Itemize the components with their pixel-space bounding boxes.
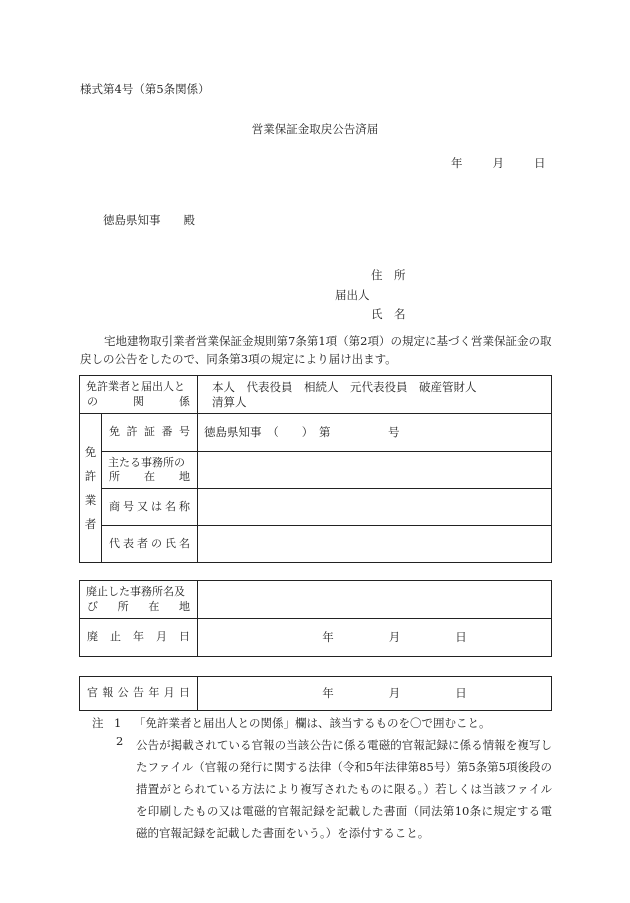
abolished-office-label-line2 <box>86 600 191 614</box>
label-char: 年 <box>148 686 160 700</box>
label-char: 告 <box>132 686 144 700</box>
name-label: 氏 名 <box>371 307 406 321</box>
label-char: 称 <box>179 499 190 513</box>
date-year: 年 <box>322 686 334 701</box>
label-char: 月 <box>156 630 167 644</box>
address-label: 住 所 <box>371 268 406 282</box>
label-char: 表 <box>123 536 134 550</box>
label-char: 月 <box>163 686 175 700</box>
main-office-label <box>102 452 198 489</box>
label-char: 公 <box>117 686 129 700</box>
note-item-2 <box>116 734 552 844</box>
label-char: 又 <box>137 499 148 513</box>
license-number-label <box>102 414 198 452</box>
relation-options-line2: 清算人 <box>212 394 247 409</box>
intro-text: 宅地建物取引業者営業保証金規則第7条第1項（第2項）の規定に基づく営業保証金の取戻しの公告をしたので、同条第3項の規定により届け出ます。 <box>80 334 552 366</box>
abolished-office-value[interactable] <box>198 581 552 619</box>
label-char: 号 <box>123 499 134 513</box>
trade-name-value[interactable] <box>198 489 552 526</box>
gazette-date-label <box>80 677 198 711</box>
label-char: の <box>151 536 162 550</box>
licensee-table <box>79 375 552 563</box>
label-char: 廃 <box>87 630 98 644</box>
relation-options-line1: 本人 代表役員 相続人 元代表役員 破産管財人 <box>212 379 477 394</box>
label-char: 在 <box>144 470 155 483</box>
main-office-label-line2 <box>108 470 191 484</box>
relation-label-char: 係 <box>179 394 190 408</box>
abolished-date-value[interactable] <box>198 619 552 657</box>
notes <box>92 713 552 844</box>
date-month: 月 <box>388 630 401 645</box>
notes-label: 注 <box>92 716 104 730</box>
label-char: 番 <box>161 425 173 439</box>
label-char: 地 <box>178 599 190 613</box>
date-month: 月 <box>492 156 504 170</box>
submission-date <box>451 156 546 171</box>
note-item-1 <box>92 713 552 734</box>
licensee-char: 許 <box>84 469 97 483</box>
license-number-value[interactable]: 徳島県知事 （ ） 第 号 <box>198 414 552 452</box>
date-day: 日 <box>534 156 546 170</box>
licensee-char: 免 <box>84 445 97 459</box>
abolished-office-label <box>80 581 198 619</box>
label-char: 年 <box>133 630 144 644</box>
trade-name-label <box>102 489 198 526</box>
label-char: 官 <box>87 686 98 700</box>
label-char: 代 <box>109 536 120 550</box>
relation-label-line2 <box>86 395 191 409</box>
abolished-office-table <box>79 580 552 657</box>
date-year: 年 <box>322 630 334 645</box>
note-number: 1 <box>114 716 122 730</box>
label-char: 止 <box>110 630 121 644</box>
relation-label-char: の <box>87 394 98 408</box>
label-char: び <box>87 599 98 613</box>
representative-value[interactable] <box>198 526 552 563</box>
gazette-table <box>79 676 552 711</box>
label-char: 許 <box>126 425 138 439</box>
label-char: 地 <box>179 470 190 483</box>
label-char: 所 <box>117 599 129 613</box>
form-number: 様式第4号（第5条関係） <box>80 82 210 96</box>
label-char: 氏 <box>165 536 176 550</box>
filer-label: 届出人 <box>335 288 370 302</box>
note-text: 「免許業者と届出人との関係」欄は、該当するものを〇で囲むこと。 <box>134 716 491 730</box>
date-year: 年 <box>451 156 463 170</box>
note-number: 2 <box>116 734 124 748</box>
label-char: 所 <box>109 470 120 483</box>
label-char: 者 <box>137 536 148 550</box>
label-char: 在 <box>148 599 160 613</box>
relation-label <box>80 376 198 414</box>
label-char: 日 <box>178 686 190 700</box>
main-office-label-line1: 主たる事務所の <box>108 455 185 469</box>
licensee-char: 業 <box>84 493 97 507</box>
label-char: は <box>151 499 162 513</box>
page-title: 営業保証金取戻公告済届 <box>251 122 379 136</box>
date-day: 日 <box>455 630 467 645</box>
label-char: 商 <box>109 499 120 513</box>
licensee-vertical-label <box>80 414 102 563</box>
label-char: 証 <box>144 425 155 439</box>
relation-label-char: 関 <box>133 394 144 408</box>
gazette-date-value[interactable] <box>198 677 552 711</box>
main-office-value[interactable] <box>198 452 552 489</box>
relation-label-line1: 免許業者と届出人と <box>86 380 185 394</box>
date-day: 日 <box>455 686 467 701</box>
label-char: 免 <box>109 425 120 439</box>
note-text: 公告が掲載されている官報の当該公告に係る電磁的官報記録に係る情報を複写したファイル（官報の発行に関する法律（令和5年法律第85号）第5条第5項後段の措置がとられている方法により複写されたものに限る。）若しくは当該ファイルを印刷したもの又は電磁的官報記録を記載した書面（同法第10条に規定する電磁的官報記録を記載した書面をいう。）を添付すること。 <box>136 738 552 840</box>
label-char: 名 <box>179 536 190 550</box>
addressee: 徳島県知事 殿 <box>103 213 195 227</box>
label-char: 名 <box>165 499 176 513</box>
representative-label <box>102 526 198 563</box>
label-char: 号 <box>179 425 190 439</box>
label-char: 報 <box>102 686 114 700</box>
abolished-office-label-line1: 廃止した事務所名及 <box>86 585 185 599</box>
label-char: 日 <box>179 630 190 644</box>
abolished-date-label <box>80 619 198 657</box>
licensee-char: 者 <box>84 517 97 531</box>
relation-options[interactable] <box>198 376 552 414</box>
date-month: 月 <box>388 686 401 701</box>
